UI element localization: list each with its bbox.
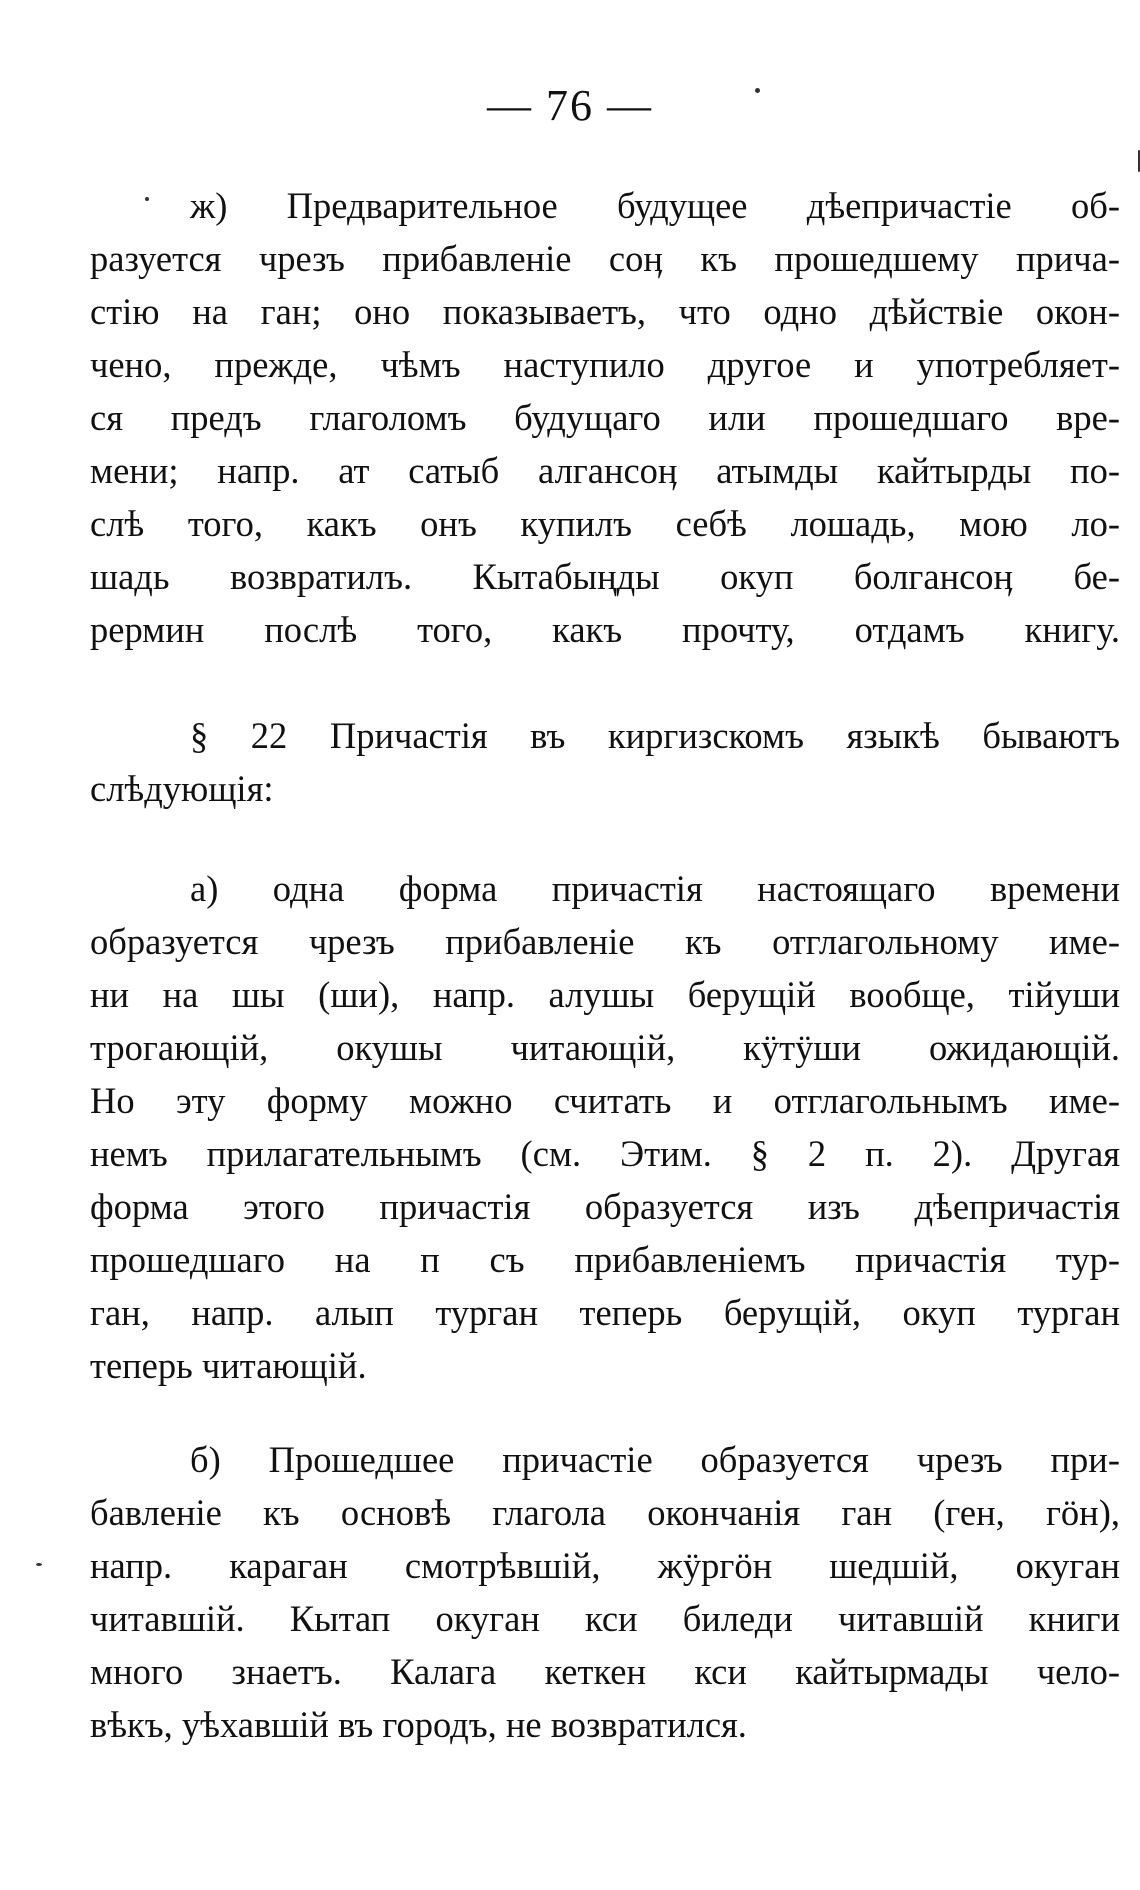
text-line: прошедшаго на п съ прибавленіемъ причастія тур- bbox=[90, 1239, 1120, 1280]
text-line: стію на ган; оно показываетъ, что одно дѣйствіе окон- bbox=[90, 291, 1120, 332]
text-line: трогающій, окушы читающій, кÿтÿши ожидающій. bbox=[90, 1027, 1120, 1068]
text-line: мени; напр. ат сатыб алгансоӊ атымды кайтырды по- bbox=[90, 450, 1120, 491]
text-line: рермин послѣ того, какъ прочту, отдамъ книгу. bbox=[90, 609, 1120, 650]
text-line: бавленіе къ основѣ глагола окончанія ган (ген, гöн), bbox=[90, 1492, 1120, 1533]
paragraph-b bbox=[90, 1433, 1120, 1751]
text-line: а) одна форма причастія настоящаго времени bbox=[190, 868, 1120, 909]
text-line: Но эту форму можно считать и отглагольнымъ име- bbox=[90, 1080, 1120, 1121]
text-line: форма этого причастія образуется изъ дѣепричастія bbox=[90, 1186, 1120, 1227]
text-line: чено, прежде, чѣмъ наступило другое и употребляет- bbox=[90, 344, 1120, 385]
text-line: много знаетъ. Калага кеткен кси кайтырмады чело- bbox=[90, 1651, 1120, 1692]
text-line: читавшій. Кытап окуган кси биледи читавшій книги bbox=[90, 1598, 1120, 1639]
text-line: ж) Предварительное будущее дѣепричастіе об- bbox=[190, 185, 1120, 226]
paragraph-zh bbox=[90, 179, 1120, 656]
text-line: напр. караган смотрѣвшій, жÿргöн шедшій, окуган bbox=[90, 1545, 1120, 1586]
ink-speck bbox=[36, 1563, 42, 1566]
text-line: ни на шы (ши), напр. алушы берущій вообще, тійуши bbox=[90, 974, 1120, 1015]
text-line: ган, напр. алып турган теперь берущій, окуп турган bbox=[90, 1292, 1120, 1333]
section-22-heading bbox=[90, 709, 1120, 815]
text-line: шадь возвратилъ. Кытабыңды окуп болгансоӊ бе- bbox=[90, 556, 1120, 597]
text-line: слѣ того, какъ онъ купилъ себѣ лошадь, мою ло- bbox=[90, 503, 1120, 544]
text-line: б) Прошедшее причастіе образуется чрезъ при- bbox=[190, 1439, 1120, 1480]
paragraph-a bbox=[90, 862, 1120, 1392]
text-line: разуется чрезъ прибавленіе соӊ къ прошедшему прича- bbox=[90, 238, 1120, 279]
text-line: немъ прилагательнымъ (см. Этим. § 2 п. 2). Другая bbox=[90, 1133, 1120, 1174]
text-line: слѣдующія: bbox=[90, 768, 274, 809]
text-line: образуется чрезъ прибавленіе къ отглагольному име- bbox=[90, 921, 1120, 962]
text-line: § 22 Причастія въ киргизскомъ языкѣ бываютъ bbox=[190, 715, 1120, 756]
page-number: — 76 — bbox=[487, 81, 653, 130]
text-line: теперь читающій. bbox=[90, 1345, 367, 1386]
text-line: ся предъ глаголомъ будущаго или прошедшаго вре- bbox=[90, 397, 1120, 438]
text-line: вѣкъ, уѣхавшій въ городъ, не возвратился. bbox=[90, 1704, 747, 1745]
